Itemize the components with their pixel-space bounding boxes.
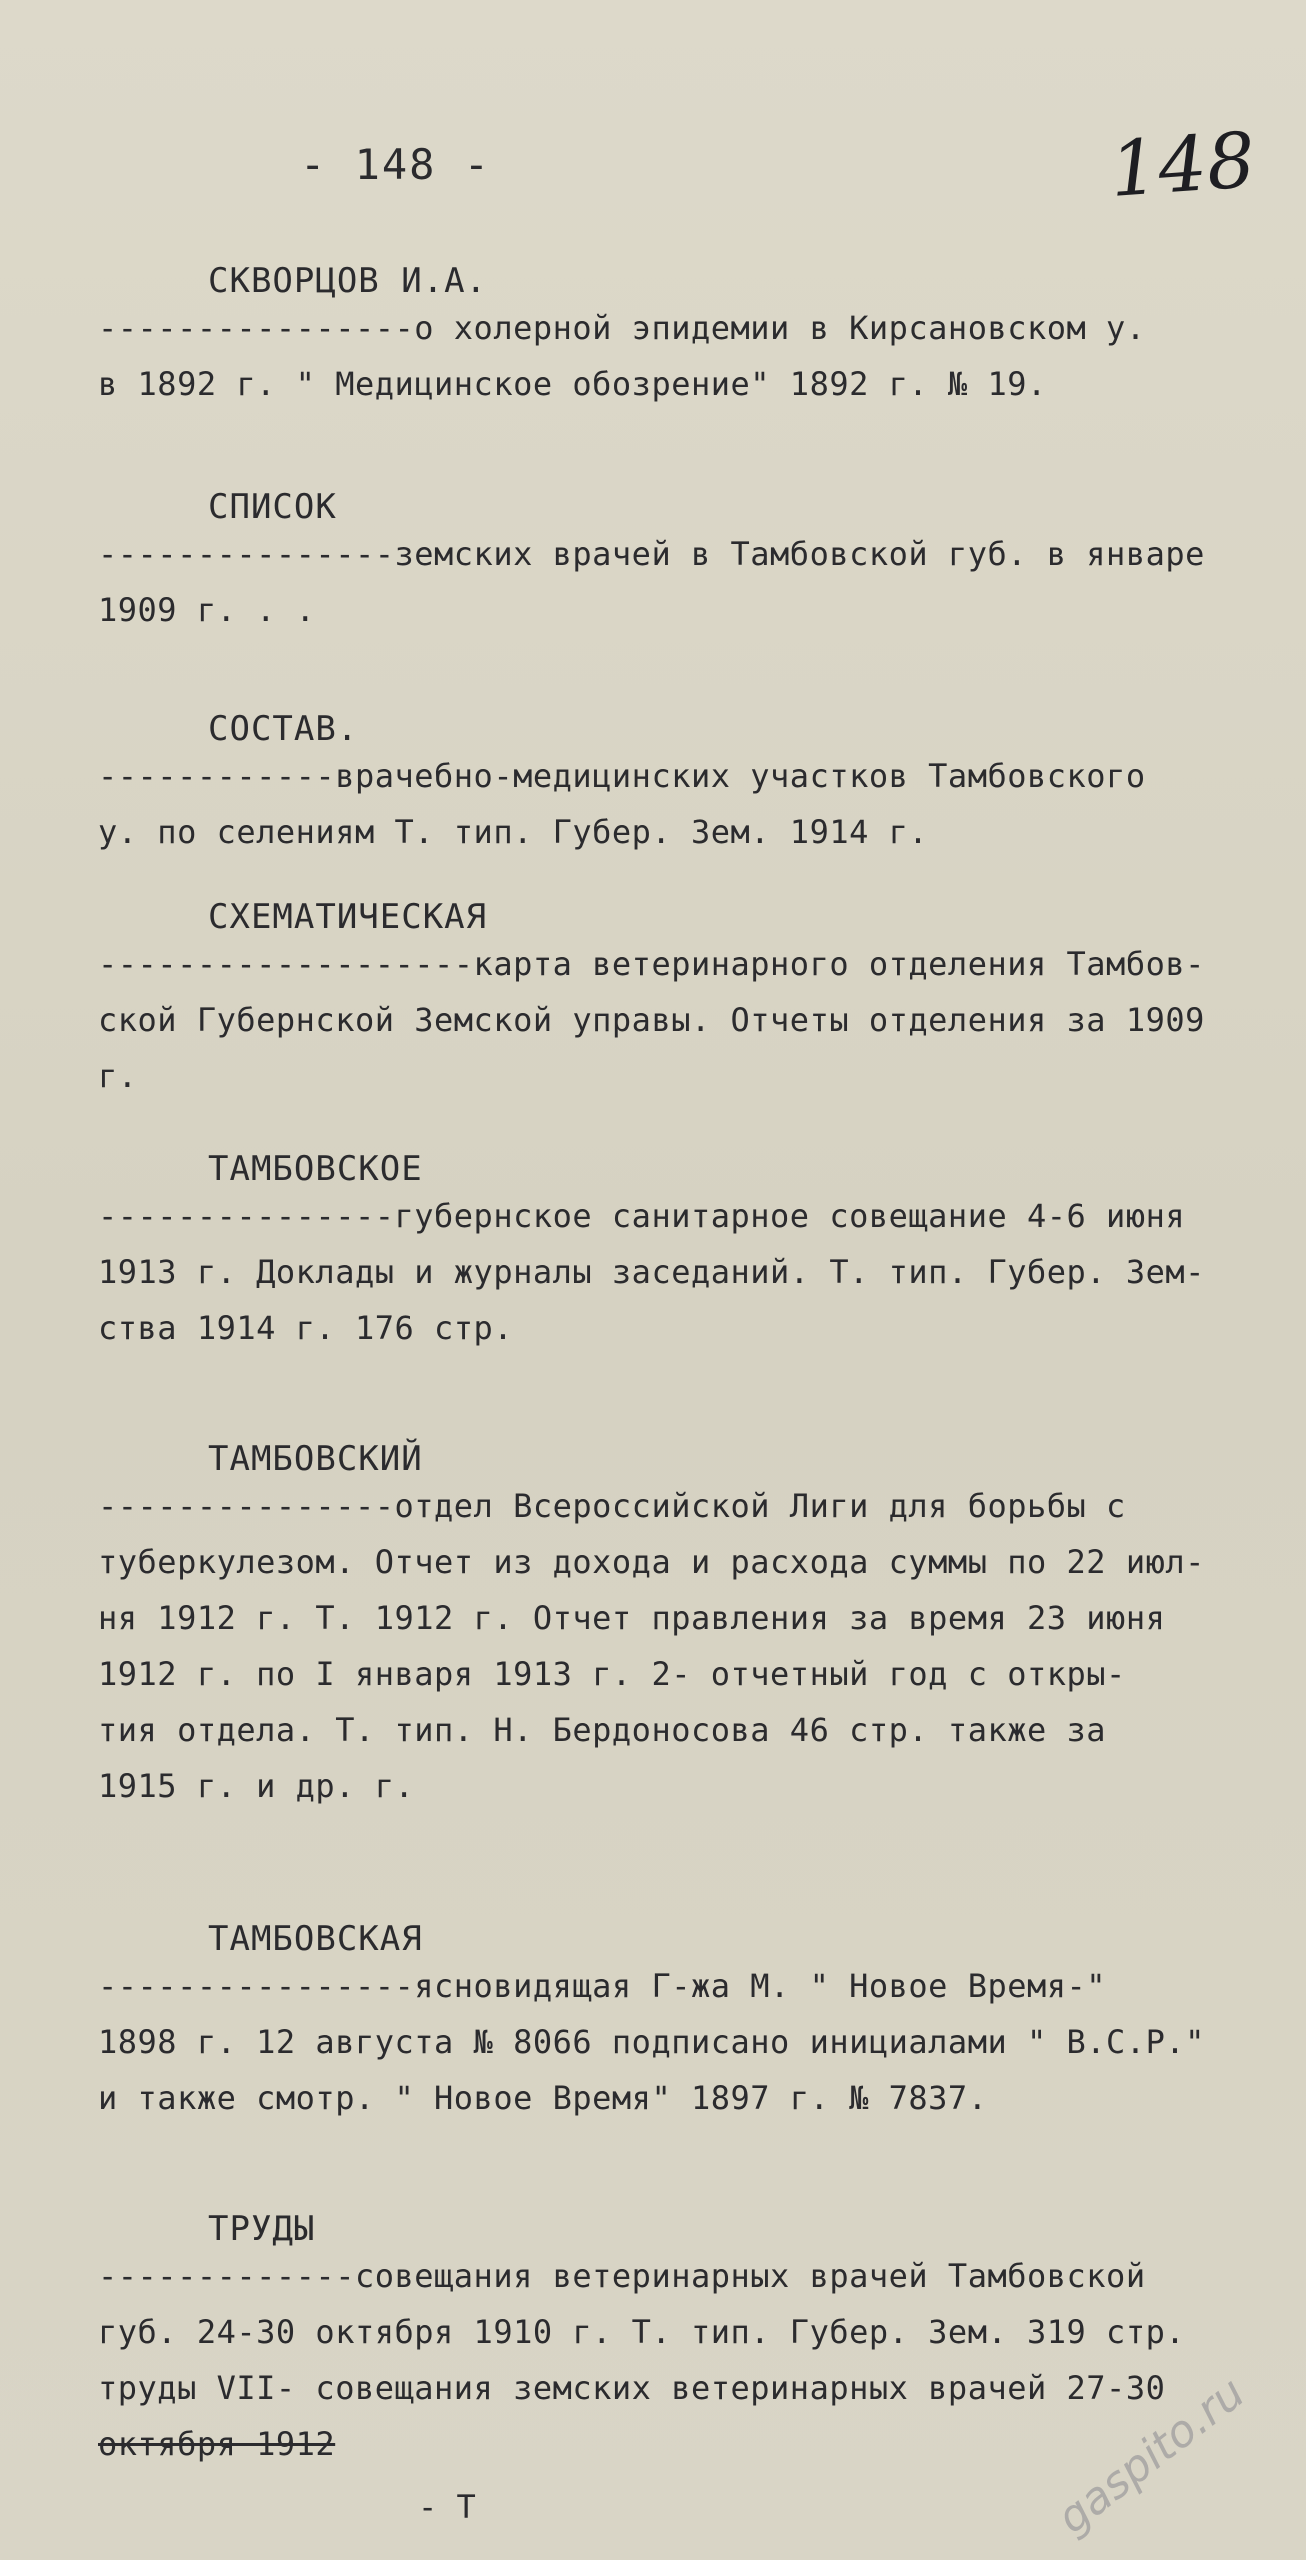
entry-tambovskoe bbox=[98, 1150, 1278, 1356]
entry-line: ----------------о холерной эпидемии в Кирсановском у. bbox=[98, 309, 1146, 347]
entry-line: у. по селениям Т. тип. Губер. Зем. 1914 г. bbox=[98, 813, 929, 851]
entry-heading: ТАМБОВСКИЙ bbox=[208, 1439, 423, 1479]
entry-line: 1915 г. и др. г. bbox=[98, 1767, 415, 1805]
entry-line: ------------врачебно-медицинских участков Тамбовского bbox=[98, 757, 1146, 795]
entry-skvortsov bbox=[98, 262, 1278, 412]
entry-tambovskaya bbox=[98, 1920, 1278, 2126]
entry-skhematicheskaya bbox=[98, 898, 1278, 1104]
entry-line: в 1892 г. " Медицинское обозрение" 1892 г. № 19. bbox=[98, 365, 1047, 403]
entry-spisok bbox=[98, 488, 1278, 638]
entry-line: ства 1914 г. 176 стр. bbox=[98, 1309, 514, 1347]
handwritten-page-number: 148 bbox=[1107, 115, 1258, 214]
entry-line: труды VII- совещания земских ветеринарных врачей 27-30 bbox=[98, 2369, 1166, 2407]
entry-line: 1898 г. 12 августа № 8066 подписано инициалами " В.С.Р." bbox=[98, 2023, 1205, 2061]
entry-heading: ТРУДЫ bbox=[208, 2209, 316, 2249]
entry-heading: СОСТАВ. bbox=[208, 709, 359, 749]
entry-line: 1913 г. Доклады и журналы заседаний. Т. тип. Губер. Зем- bbox=[98, 1253, 1205, 1291]
entry-line: ---------------земских врачей в Тамбовской губ. в январе bbox=[98, 535, 1205, 573]
entry-tambovskiy bbox=[98, 1440, 1278, 1814]
entry-trudy bbox=[98, 2210, 1278, 2472]
entry-line: 1912 г. по I января 1913 г. 2- отчетный год с откры- bbox=[98, 1655, 1126, 1693]
entry-heading: ТАМБОВСКАЯ bbox=[208, 1919, 423, 1959]
entry-heading: СПИСОК bbox=[208, 487, 337, 527]
site-watermark: gaspito.ru bbox=[1047, 2367, 1255, 2544]
entry-line: ня 1912 г. Т. 1912 г. Отчет правления за время 23 июня bbox=[98, 1599, 1166, 1637]
entry-heading: СКВОРЦОВ И.А. bbox=[208, 261, 488, 301]
entry-line: -------------------карта ветеринарного отделения Тамбов- bbox=[98, 945, 1205, 983]
entry-line: и также смотр. " Новое Время" 1897 г. № 7837. bbox=[98, 2079, 988, 2117]
entry-line: ----------------ясновидящая Г-жа М. " Новое Время-" bbox=[98, 1967, 1107, 2005]
page-number: - 148 - bbox=[300, 140, 492, 189]
entry-line: 1909 г. . . bbox=[98, 591, 316, 629]
entry-line: ской Губернской Земской управы. Отчеты отделения за 1909 bbox=[98, 1001, 1205, 1039]
entry-line: -------------совещания ветеринарных врачей Тамбовской bbox=[98, 2257, 1146, 2295]
entry-line: тия отдела. Т. тип. Н. Бердоносова 46 стр. также за bbox=[98, 1711, 1107, 1749]
entry-heading: ТАМБОВСКОЕ bbox=[208, 1149, 423, 1189]
entry-sostav bbox=[98, 710, 1278, 860]
entry-line: ---------------губернское санитарное совещание 4-6 июня bbox=[98, 1197, 1186, 1235]
entry-line: губ. 24-30 октября 1910 г. Т. тип. Губер. Зем. 319 стр. bbox=[98, 2313, 1186, 2351]
entry-line: туберкулезом. Отчет из дохода и расхода суммы по 22 июл- bbox=[98, 1543, 1205, 1581]
entry-heading: СХЕМАТИЧЕСКАЯ bbox=[208, 897, 488, 937]
struck-out-line: октября 1912 bbox=[98, 2425, 336, 2463]
entry-line: г. bbox=[98, 1057, 138, 1095]
bottom-mark: - Т bbox=[418, 2488, 476, 2526]
entry-line: ---------------отдел Всероссийской Лиги для борьбы с bbox=[98, 1487, 1126, 1525]
